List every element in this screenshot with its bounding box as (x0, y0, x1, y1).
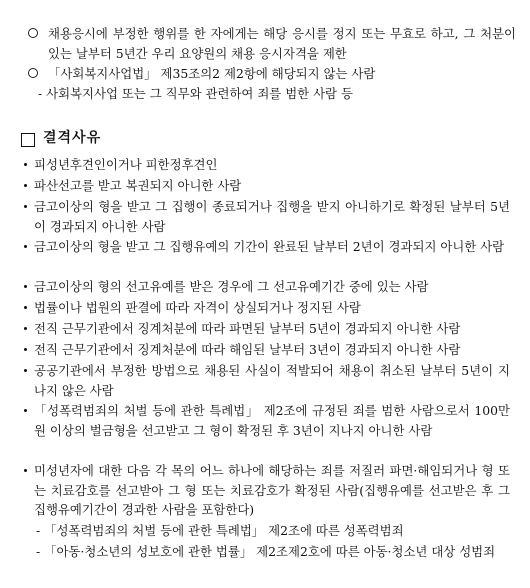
dot-bullet-icon (24, 348, 27, 351)
list-item (24, 197, 510, 236)
circle-list-item-text: 「사회복지사업법」 제35조의2 제2항에 해당되지 않는 사람 (48, 66, 376, 81)
sub-list-item-text: - 「성폭력범죄의 처벌 등에 관한 특례법」 제2조에 따른 성폭력범죄 (36, 523, 404, 538)
list-item-text: 금고이상의 형을 받고 그 집행이 종료되거나 집행을 받지 아니하기로 확정된 날부터 5년이 경과되지 아니한 사람 (34, 199, 510, 234)
list-item-text: 「성폭력범죄의 처벌 등에 관한 특례법」 제2조에 규정된 죄를 범한 사람으로서 100만원 이상의 벌금형을 선고받고 그 형이 확정된 후 3년이 지나지 아니한 사람 (34, 403, 510, 438)
dot-bullet-icon (24, 184, 27, 187)
hollow-circle-bullet-icon (28, 28, 38, 38)
dot-bullet-icon (24, 306, 27, 309)
list-item (24, 361, 510, 400)
list-item-text: 법률이나 법원의 판결에 따라 자격이 상실되거나 정지된 사람 (34, 300, 361, 315)
dot-bullet-icon (24, 285, 27, 288)
dot-bullet-icon (24, 369, 27, 372)
circle-list-item (28, 24, 516, 63)
sub-list-item (36, 542, 510, 562)
list-item-text: 전직 근무기관에서 징계처분에 따라 해임된 날부터 3년이 경과되지 아니한 사람 (34, 342, 461, 357)
list-item-text: 공공기관에서 부정한 방법으로 채용된 사실이 적발되어 채용이 취소된 날부터 5년이 지나지 않은 사람 (34, 363, 510, 398)
dot-bullet-icon (24, 205, 27, 208)
dot-bullet-icon (24, 327, 27, 330)
list-item (24, 237, 510, 257)
list-item-text: 파산선고를 받고 복권되지 아니한 사람 (34, 178, 242, 193)
dash-sub-item: - 사회복지사업 또는 그 직무와 관련하여 죄를 범한 사람 등 (38, 86, 353, 101)
list-item (24, 401, 510, 440)
section-title: 결격사유 (43, 130, 102, 146)
hollow-circle-bullet-icon (28, 68, 38, 78)
circle-list-item-text: 채용응시에 부정한 행위를 한 자에게는 해당 응시를 정지 또는 무효로 하고, 그 처분이 있는 날부터 5년간 우리 요양원의 채용 응시자격을 제한 (48, 26, 516, 61)
list-item (24, 319, 510, 339)
list-item (24, 155, 510, 175)
sub-list-item-text: - 「아동·청소년의 성보호에 관한 법률」 제2조제2호에 따른 아동·청소년 대상 성범죄 (36, 544, 496, 559)
list-item (24, 298, 510, 318)
list-item (24, 176, 510, 196)
list-item-text: 금고이상의 형을 받고 그 집행유예의 기간이 완료된 날부터 2년이 경과되지 아니한 사람 (34, 239, 505, 254)
list-item (24, 461, 510, 520)
dot-bullet-icon (24, 245, 27, 248)
dot-bullet-icon (24, 409, 27, 412)
list-item (24, 340, 510, 360)
dot-bullet-icon (24, 163, 27, 166)
dot-bullet-icon (24, 469, 27, 472)
circle-list-item (28, 64, 516, 84)
sub-list-item (36, 521, 510, 541)
list-item-text: 전직 근무기관에서 징계처분에 따라 파면된 날부터 5년이 경과되지 아니한 사람 (34, 321, 461, 336)
checkbox-square-icon (21, 133, 35, 147)
list-item-text: 미성년자에 대한 다음 각 목의 어느 하나에 해당하는 죄를 저질러 파면·해임되거나 형 또는 치료감호를 선고받아 그 형 또는 치료감호가 확정된 사람(집행유예를 선고받은 후 그 집행유예기간이 경과한 사람을 포함한다) (34, 463, 510, 518)
list-item-text: 금고이상의 형의 선고유예를 받은 경우에 그 선고유예기간 중에 있는 사람 (34, 279, 429, 294)
list-item (24, 277, 510, 297)
list-item-text: 피성년후견인이거나 피한정후견인 (34, 157, 218, 172)
